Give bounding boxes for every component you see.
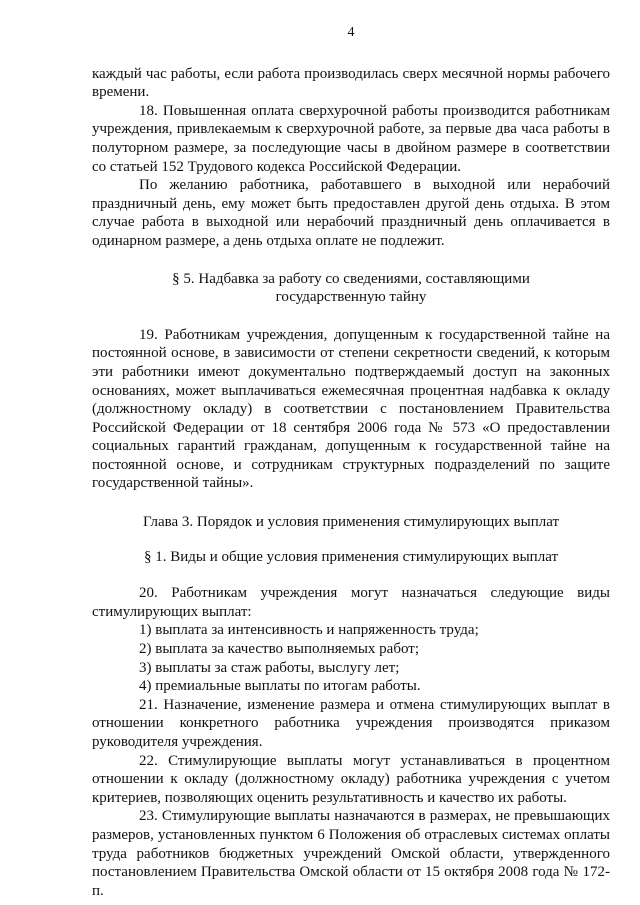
page-number: 4 — [347, 25, 355, 40]
section-heading-1: § 1. Виды и общие условия применения стимулирующих выплат — [143, 548, 559, 565]
paragraph-23: 23. Стимулирующие выплаты назначаются в размерах, не превышающих размеров, установленных пунктом 6 Положения об отраслевых системах оплаты труда работников бюджетных учреждений Омской области, утвержденного постановлением Правительства Омской области от 15 октября 2008 года № 172-п. — [92, 808, 610, 899]
list-item: 4) премиальные выплаты по итогам работы. — [139, 678, 421, 695]
section-heading-5: § 5. Надбавка за работу со сведениями, составляющими государственную тайну — [172, 270, 530, 306]
chapter-heading-3: Глава 3. Порядок и условия применения стимулирующих выплат — [142, 514, 560, 531]
paragraph-19: 19. Работникам учреждения, допущенным к государственной тайне на постоянной основе, в зависимости от степени секретности сведений, к которым эти работники имеют документально подтверждаемый доступ на законных основаниях, может выплачиваться ежемесячная процентная надбавка к окладу (должностному окладу) в соответствии с постановлением Правительства Российской Федерации от 18 сентября 2006 года № 573 «О предоставлении социальных гарантий гражданам, допущенным к государственной тайне на постоянной основе, и сотрудникам структурных подразделений по защите государственной тайны». — [92, 326, 610, 492]
paragraph-22: 22. Стимулирующие выплаты могут устанавливаться в процентном отношении к окладу (должностному окладу) работника учреждения с учетом критериев, позволяющих оценить результативность и качество их работы. — [92, 752, 610, 806]
paragraph-21: 21. Назначение, изменение размера и отмена стимулирующих выплат в отношении конкретного работника учреждения производятся приказом руководителя учреждения. — [92, 696, 610, 750]
paragraph-18: 18. Повышенная оплата сверхурочной работы производится работникам учреждения, привлекаемым к сверхурочной работе, за первые два часа работы в полуторном размере, за последующие часы в двойном размере в соответствии со статьей 152 Трудового кодекса Российской Федерации. — [92, 102, 610, 175]
list-item: 2) выплата за качество выполняемых работ; — [139, 641, 419, 658]
document-page — [92, 24, 610, 900]
paragraph-continuation: каждый час работы, если работа производилась сверх месячной нормы рабочего времени. — [92, 65, 610, 101]
list-item: 3) выплаты за стаж работы, выслугу лет; — [139, 659, 400, 676]
stimulus-payments-list — [92, 621, 610, 695]
list-item: 1) выплата за интенсивность и напряженность труда; — [139, 622, 479, 639]
paragraph-holiday-work: По желанию работника, работавшего в выходной или нерабочий праздничный день, ему может быть предоставлен другой день отдыха. В этом случае работа в выходной или нерабочий праздничный день оплачивается в одинарном размере, а день отдыха оплате не подлежит. — [92, 177, 610, 249]
paragraph-20: 20. Работникам учреждения могут назначаться следующие виды стимулирующих выплат: — [92, 585, 610, 620]
